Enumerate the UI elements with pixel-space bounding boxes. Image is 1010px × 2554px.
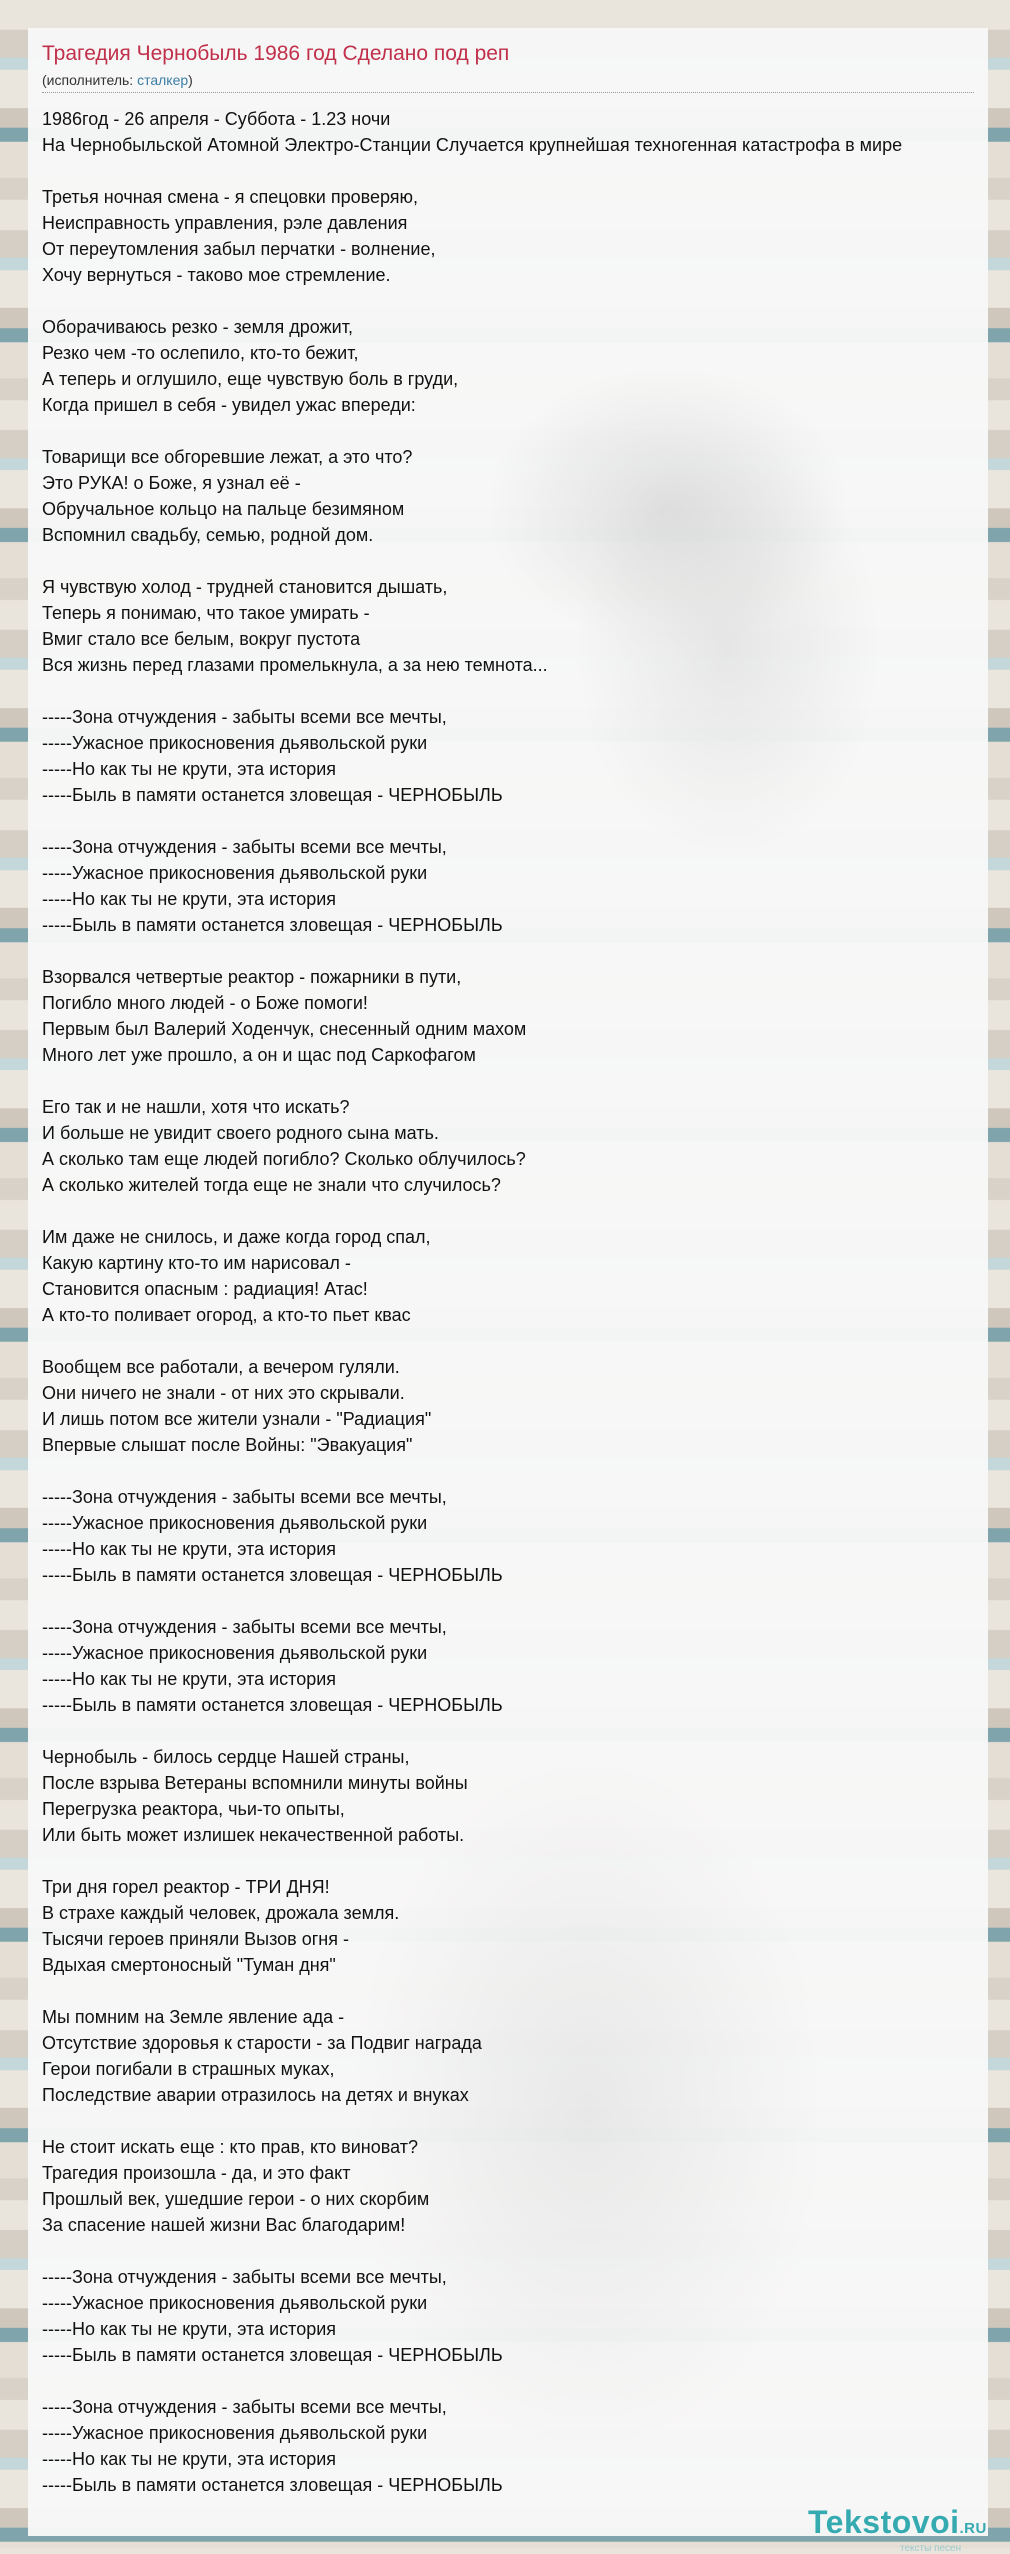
lyric-line: Или быть может излишек некачественной работы.	[42, 1825, 465, 1845]
lyric-line: Последствие аварии отразилось на детях и внуках	[42, 2085, 469, 2105]
lyric-line: -----Быль в памяти останется зловещая - ЧЕРНОБЫЛЬ	[42, 2345, 503, 2365]
stanza-gap	[42, 678, 902, 704]
lyric-line: Первым был Валерий Ходенчук, снесенный одним махом	[42, 1019, 527, 1039]
stanza-gap	[42, 1068, 902, 1094]
lyric-line: Хочу вернуться - таково мое стремление.	[42, 265, 391, 285]
lyric-line: После взрыва Ветераны вспомнили минуты войны	[42, 1773, 468, 1793]
stanza-gap	[42, 1198, 902, 1224]
performer-link[interactable]: сталкер	[137, 72, 189, 88]
lyric-line: Товарищи все обгоревшие лежат, а это что?	[42, 447, 413, 467]
lyric-line: Его так и не нашли, хотя что искать?	[42, 1097, 350, 1117]
lyric-line: Это РУКА! о Боже, я узнал её -	[42, 473, 301, 493]
lyric-line: -----Но как ты не крути, эта история	[42, 889, 337, 909]
lyric-line: -----Но как ты не крути, эта история	[42, 759, 337, 779]
lyrics-text	[42, 106, 902, 2498]
stanza-gap	[42, 158, 902, 184]
lyric-line: И лишь потом все жители узнали - "Радиация"	[42, 1409, 432, 1429]
lyric-line: Теперь я понимаю, что такое умирать -	[42, 603, 370, 623]
lyric-line: Много лет уже прошло, а он и щас под Саркофагом	[42, 1045, 476, 1065]
lyric-line: -----Зона отчуждения - забыты всеми все мечты,	[42, 2267, 447, 2287]
lyric-line: Вспомнил свадьбу, семью, родной дом.	[42, 525, 374, 545]
logo-text: Tekstovoi	[808, 2504, 960, 2540]
lyric-line: -----Быль в памяти останется зловещая - ЧЕРНОБЫЛЬ	[42, 915, 503, 935]
lyric-line: Оборачиваюсь резко - земля дрожит,	[42, 317, 353, 337]
lyric-line: -----Зона отчуждения - забыты всеми все мечты,	[42, 837, 447, 857]
lyric-line: Мы помним на Земле явление ада -	[42, 2007, 345, 2027]
lyric-line: -----Зона отчуждения - забыты всеми все мечты,	[42, 1617, 447, 1637]
stanza-gap	[42, 2108, 902, 2134]
lyric-line: -----Быль в памяти останется зловещая - ЧЕРНОБЫЛЬ	[42, 2475, 503, 2495]
lyric-line: Вообщем все работали, а вечером гуляли.	[42, 1357, 400, 1377]
lyric-line: Неисправность управления, рэле давления	[42, 213, 408, 233]
lyric-line: -----Быль в памяти останется зловещая - ЧЕРНОБЫЛЬ	[42, 1695, 503, 1715]
performer-line	[42, 72, 193, 88]
lyric-line: А теперь и оглушило, еще чувствую боль в груди,	[42, 369, 459, 389]
lyric-line: А сколько жителей тогда еще не знали что случилось?	[42, 1175, 501, 1195]
lyric-line: Резко чем -то ослепило, кто-то бежит,	[42, 343, 359, 363]
lyric-line: Чернобыль - билось сердце Нашей страны,	[42, 1747, 410, 1767]
lyric-line: Перегрузка реактора, чьи-то опыты,	[42, 1799, 345, 1819]
lyric-line: Третья ночная смена - я спецовки проверяю,	[42, 187, 419, 207]
stanza-gap	[42, 1458, 902, 1484]
site-logo[interactable]	[808, 2504, 987, 2541]
logo-subtitle: тексты песен	[900, 2543, 962, 2554]
stanza-gap	[42, 288, 902, 314]
lyric-line: -----Зона отчуждения - забыты всеми все мечты,	[42, 707, 447, 727]
lyric-line: Три дня горел реактор - ТРИ ДНЯ!	[42, 1877, 330, 1897]
lyric-line: Обручальное кольцо на пальце безимяном	[42, 499, 405, 519]
title-divider	[42, 92, 974, 93]
page-title: Трагедия Чернобыль 1986 год Сделано под реп	[42, 42, 510, 65]
lyric-line: Вся жизнь перед глазами промелькнула, а за нею темнота...	[42, 655, 548, 675]
lyric-line: Не стоит искать еще : кто прав, кто виноват?	[42, 2137, 418, 2157]
stanza-gap	[42, 1978, 902, 2004]
lyric-line: -----Ужасное прикосновения дьявольской руки	[42, 1513, 428, 1533]
lyric-line: А сколько там еще людей погибло? Сколько облучилось?	[42, 1149, 526, 1169]
lyric-line: Вмиг стало все белым, вокруг пустота	[42, 629, 361, 649]
stanza-gap	[42, 938, 902, 964]
lyric-line: Трагедия произошла - да, и это факт	[42, 2163, 351, 2183]
stanza-gap	[42, 2238, 902, 2264]
lyric-line: -----Быль в памяти останется зловещая - ЧЕРНОБЫЛЬ	[42, 1565, 503, 1585]
lyric-line: -----Ужасное прикосновения дьявольской руки	[42, 733, 428, 753]
performer-prefix: (исполнитель:	[42, 72, 138, 88]
stanza-gap	[42, 418, 902, 444]
lyric-line: И больше не увидит своего родного сына мать.	[42, 1123, 439, 1143]
lyric-line: Какую картину кто-то им нарисовал -	[42, 1253, 351, 1273]
lyrics-card	[28, 28, 988, 2554]
lyric-line: Становится опасным : радиация! Атас!	[42, 1279, 368, 1299]
stanza-gap	[42, 1718, 902, 1744]
lyric-line: Они ничего не знали - от них это скрывали.	[42, 1383, 405, 1403]
lyric-line: -----Но как ты не крути, эта история	[42, 2319, 337, 2339]
lyric-line: Погибло много людей - о Боже помоги!	[42, 993, 368, 1013]
lyric-line: Им даже не снилось, и даже когда город спал,	[42, 1227, 431, 1247]
lyric-line: Взорвался четвертые реактор - пожарники в пути,	[42, 967, 462, 987]
stanza-gap	[42, 808, 902, 834]
lyric-line: За спасение нашей жизни Вас благодарим!	[42, 2215, 406, 2235]
lyric-line: -----Ужасное прикосновения дьявольской руки	[42, 1643, 428, 1663]
lyric-line: -----Но как ты не крути, эта история	[42, 1669, 337, 1689]
lyric-line: Я чувствую холод - трудней становится дышать,	[42, 577, 448, 597]
lyric-line: -----Быль в памяти останется зловещая - ЧЕРНОБЫЛЬ	[42, 785, 503, 805]
stanza-gap	[42, 548, 902, 574]
lyric-line: На Чернобыльской Атомной Электро-Станции Случается крупнейшая техногенная катастрофа в мире	[42, 135, 903, 155]
lyric-line: Отсутствие здоровья к старости - за Подвиг награда	[42, 2033, 482, 2053]
lyric-line: -----Зона отчуждения - забыты всеми все мечты,	[42, 2397, 447, 2417]
lyric-line: -----Ужасное прикосновения дьявольской руки	[42, 863, 428, 883]
lyric-line: Вдыхая смертоносный "Туман дня"	[42, 1955, 336, 1975]
lyric-line: 1986год - 26 апреля - Суббота - 1.23 ночи	[42, 109, 391, 129]
lyric-line: Когда пришел в себя - увидел ужас впереди:	[42, 395, 416, 415]
stanza-gap	[42, 1848, 902, 1874]
performer-suffix: )	[188, 72, 193, 88]
lyric-line: Герои погибали в страшных муках,	[42, 2059, 335, 2079]
lyric-line: А кто-то поливает огород, а кто-то пьет квас	[42, 1305, 411, 1325]
lyric-line: -----Ужасное прикосновения дьявольской руки	[42, 2423, 428, 2443]
lyric-line: Тысячи героев приняли Вызов огня -	[42, 1929, 349, 1949]
stanza-gap	[42, 1328, 902, 1354]
lyric-line: От переутомления забыл перчатки - волнение,	[42, 239, 436, 259]
lyric-line: В страхе каждый человек, дрожала земля.	[42, 1903, 400, 1923]
logo-tld: .RU	[959, 2520, 987, 2537]
lyric-line: -----Зона отчуждения - забыты всеми все мечты,	[42, 1487, 447, 1507]
lyric-line: -----Ужасное прикосновения дьявольской руки	[42, 2293, 428, 2313]
lyric-line: Прошлый век, ушедшие герои - о них скорбим	[42, 2189, 430, 2209]
lyric-line: Впервые слышат после Войны: "Эвакуация"	[42, 1435, 413, 1455]
lyric-line: -----Но как ты не крути, эта история	[42, 1539, 337, 1559]
stanza-gap	[42, 2368, 902, 2394]
stanza-gap	[42, 1588, 902, 1614]
lyric-line: -----Но как ты не крути, эта история	[42, 2449, 337, 2469]
